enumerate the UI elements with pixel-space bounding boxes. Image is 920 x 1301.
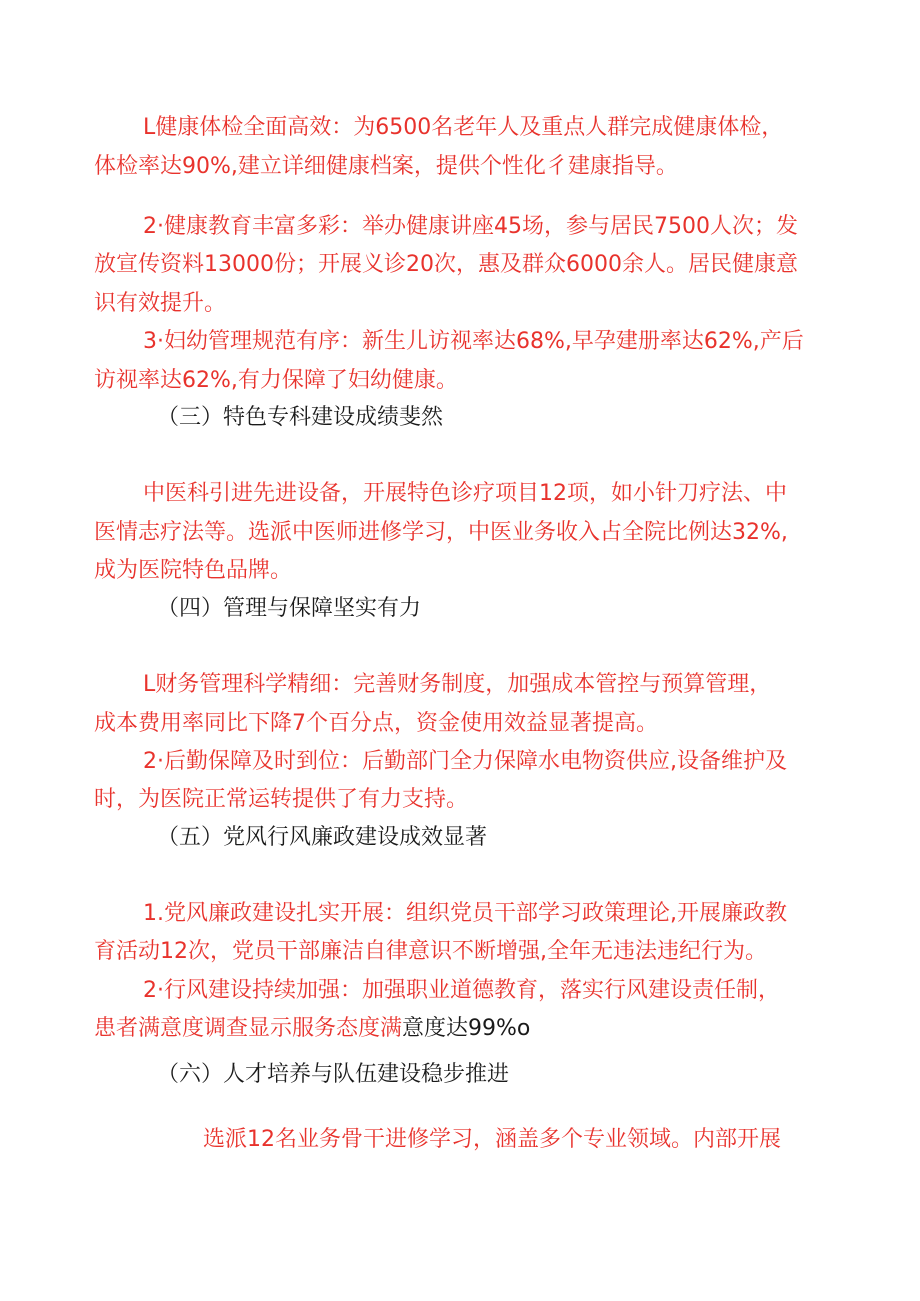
section-heading: （三）特色专科建设成绩斐然 xyxy=(157,405,444,430)
paragraph-line: 识有效提升。 xyxy=(94,291,227,316)
paragraph-line: 2·行风建设持续加强：加强职业道德教育，落实行风建设责任制， xyxy=(143,978,780,1003)
paragraph-line: L财务管理科学精细：完善财务制度，加强成本管控与预算管理， xyxy=(143,672,772,697)
paragraph-line-red-part: 患者满意度调查显示服务态度满 xyxy=(94,1016,403,1041)
paragraph-line: 2·健康教育丰富多彩：举办健康讲座45场，参与居民7500人次；发 xyxy=(143,214,798,239)
paragraph-line: 成为医院特色品牌。 xyxy=(94,558,293,583)
paragraph-line: 3·妇幼管理规范有序：新生儿访视率达68%,早孕建册率达62%,产后 xyxy=(143,329,804,354)
paragraph-line: 体检率达90%,建立详细健康档案，提供个性化彳建康指导。 xyxy=(94,154,678,179)
paragraph-line: 育活动12次，党员干部廉洁自律意识不断增强,全年无违法违纪行为。 xyxy=(94,939,767,964)
paragraph-line: 成本费用率同比下降7个百分点，资金使用效益显著提高。 xyxy=(94,711,658,736)
paragraph-line-mixed xyxy=(94,1014,530,1044)
paragraph-line-black-tail: 意度达99%o xyxy=(402,1016,531,1041)
section-heading: （六）人才培养与队伍建设稳步推进 xyxy=(157,1062,510,1087)
paragraph-line: 时，为医院正常运转提供了有力支持。 xyxy=(94,787,469,812)
section-heading: （四）管理与保障坚实有力 xyxy=(157,596,422,621)
section-heading: （五）党风行风廉政建设成效显著 xyxy=(157,825,488,850)
paragraph-line: 2·后勤保障及时到位：后勤部门全力保障水电物资供应,设备维护及 xyxy=(143,749,787,774)
paragraph-line: 访视率达62%,有力保障了妇幼健康。 xyxy=(94,368,458,393)
paragraph-line: 1.党风廉政建设扎实开展：组织党员干部学习政策理论,开展廉政教 xyxy=(143,901,787,926)
paragraph-line: 医情志疗法等。选派中医师进修学习，中医业务收入占全院比例达32%, xyxy=(94,520,788,545)
paragraph-line: 选派12名业务骨干进修学习，涵盖多个专业领域。内部开展 xyxy=(203,1127,781,1152)
paragraph-line: 放宣传资料13000份；开展义诊20次，惠及群众6000余人。居民健康意 xyxy=(94,252,798,277)
paragraph-line: 中医科引进先进设备，开展特色诊疗项目12项，如小针刀疗法、中 xyxy=(143,481,787,506)
paragraph-line: L健康体检全面高效：为6500名老年人及重点人群完成健康体检， xyxy=(143,115,784,140)
